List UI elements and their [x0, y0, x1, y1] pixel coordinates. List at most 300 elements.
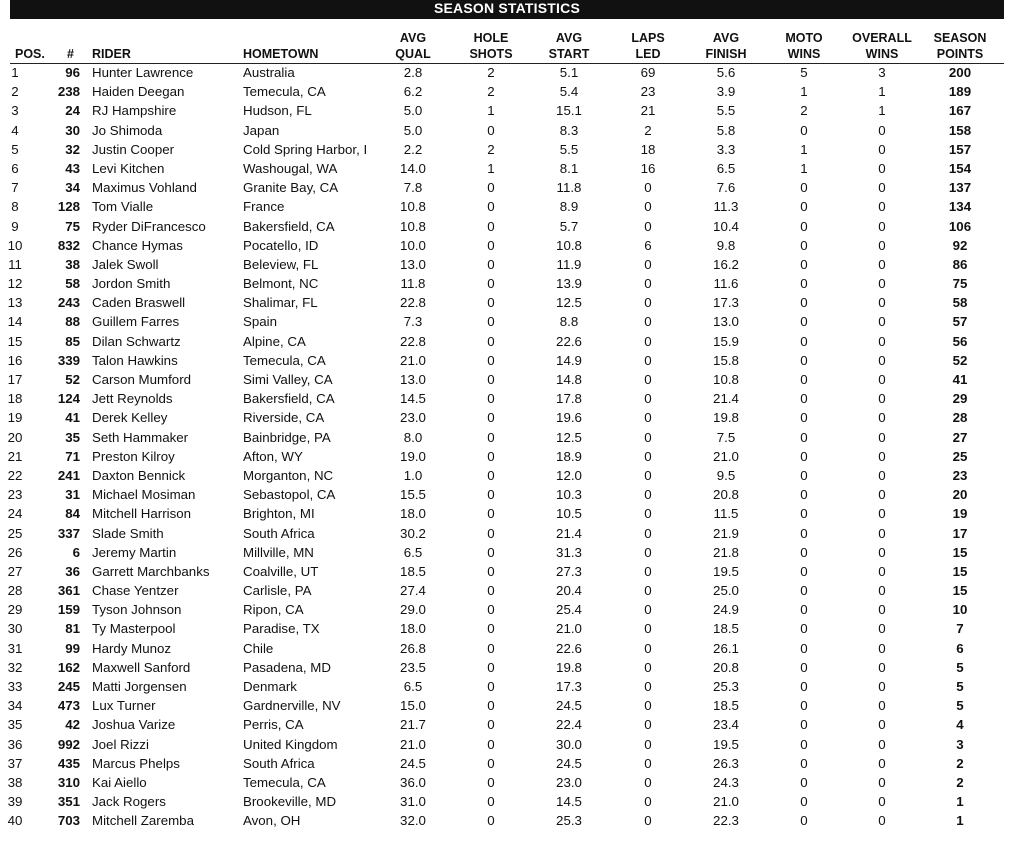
cell-number: 245 [57, 679, 80, 694]
cell-hometown: Gardnerville, NV [243, 698, 341, 714]
header-moto-wins: MOTO WINS [785, 31, 823, 61]
cell-avg-start: 25.4 [556, 602, 582, 618]
cell-rider: Garrett Marchbanks [92, 563, 210, 579]
cell-avg-finish: 7.6 [716, 180, 736, 196]
cell-laps-led: 2 [644, 122, 652, 138]
cell-rider: Derek Kelley [92, 410, 168, 426]
cell-avg-qual: 8.0 [403, 429, 423, 445]
header-avg-qual: AVG QUAL [395, 31, 431, 61]
cell-avg-finish: 18.5 [713, 698, 739, 714]
cell-hole-shots: 0 [487, 429, 495, 445]
cell-number: 337 [57, 525, 80, 541]
cell-avg-start: 30.0 [556, 736, 582, 752]
cell-rider: Justin Cooper [92, 141, 175, 157]
cell-laps-led: 0 [644, 295, 652, 311]
cell-number: 71 [65, 448, 80, 464]
cell-avg-start: 24.5 [556, 698, 582, 714]
cell-pos: 20 [7, 429, 23, 445]
cell-rider: Carson Mumford [92, 372, 192, 387]
cell-laps-led: 0 [644, 429, 652, 445]
cell-pos: 40 [7, 813, 23, 829]
cell-overall-wins: 0 [878, 429, 886, 445]
cell-avg-qual: 6.2 [403, 84, 423, 100]
cell-hole-shots: 0 [487, 218, 495, 234]
cell-season-points: 137 [948, 180, 972, 196]
cell-laps-led: 23 [640, 84, 656, 100]
cell-pos: 10 [7, 237, 23, 253]
cell-moto-wins: 0 [800, 640, 808, 656]
cell-avg-start: 22.4 [556, 717, 582, 733]
cell-avg-start: 14.8 [556, 372, 582, 387]
cell-season-points: 25 [952, 448, 968, 464]
cell-season-points: 6 [956, 640, 964, 656]
cell-number: 473 [57, 698, 80, 714]
table-row [0, 600, 1024, 619]
cell-avg-start: 12.5 [556, 429, 582, 445]
cell-hometown: Temecula, CA [243, 84, 326, 100]
cell-pos: 19 [7, 410, 23, 426]
cell-avg-finish: 21.4 [713, 391, 739, 407]
cell-avg-qual: 10.8 [400, 199, 426, 215]
table-row [0, 696, 1024, 715]
cell-avg-finish: 21.9 [713, 525, 739, 541]
cell-avg-finish: 3.3 [716, 141, 736, 157]
cell-avg-qual: 6.5 [403, 679, 423, 694]
table-row [0, 312, 1024, 331]
cell-moto-wins: 0 [800, 372, 808, 387]
cell-laps-led: 0 [644, 774, 652, 790]
cell-avg-start: 13.9 [556, 276, 582, 292]
cell-rider: Levi Kitchen [92, 160, 165, 176]
cell-rider: Michael Mosiman [92, 487, 196, 503]
cell-hometown: Hudson, FL [243, 103, 312, 119]
table-row [0, 121, 1024, 140]
cell-avg-finish: 10.4 [713, 218, 739, 234]
cell-season-points: 106 [948, 218, 972, 234]
cell-hometown: Ripon, CA [243, 602, 304, 618]
table-row [0, 197, 1024, 216]
cell-rider: Mitchell Zaremba [92, 813, 194, 829]
cell-avg-start: 14.5 [556, 794, 582, 810]
cell-rider: Chance Hymas [92, 237, 183, 253]
cell-overall-wins: 0 [878, 295, 886, 311]
cell-number: 43 [65, 160, 80, 176]
cell-avg-start: 11.9 [556, 256, 582, 272]
cell-hometown: Cold Spring Harbor, I [243, 141, 368, 157]
cell-laps-led: 0 [644, 583, 652, 599]
cell-number: 96 [65, 65, 80, 80]
cell-pos: 13 [7, 295, 23, 311]
cell-moto-wins: 0 [800, 717, 808, 733]
cell-pos: 28 [7, 583, 23, 599]
cell-avg-start: 22.6 [556, 333, 582, 349]
table-row [0, 274, 1024, 293]
cell-avg-qual: 6.5 [403, 544, 423, 560]
cell-laps-led: 0 [644, 525, 652, 541]
cell-avg-qual: 10.8 [400, 218, 426, 234]
cell-moto-wins: 0 [800, 333, 808, 349]
cell-moto-wins: 2 [800, 103, 808, 119]
cell-avg-finish: 19.8 [713, 410, 739, 426]
cell-rider: Ty Masterpool [92, 621, 176, 637]
cell-hometown: Brookeville, MD [243, 794, 337, 810]
cell-avg-qual: 18.5 [400, 563, 426, 579]
cell-hole-shots: 1 [487, 103, 495, 119]
table-row [0, 293, 1024, 312]
cell-hometown: United Kingdom [243, 736, 338, 752]
table-row [0, 773, 1024, 792]
cell-number: 88 [65, 314, 80, 330]
cell-hometown: Temecula, CA [243, 352, 326, 368]
cell-season-points: 20 [952, 487, 968, 503]
cell-season-points: 167 [948, 103, 972, 119]
cell-moto-wins: 0 [800, 755, 808, 771]
cell-number: 32 [65, 141, 80, 157]
table-row [0, 639, 1024, 658]
cell-moto-wins: 0 [800, 314, 808, 330]
cell-hole-shots: 0 [487, 544, 495, 560]
cell-laps-led: 0 [644, 467, 652, 483]
table-row [0, 428, 1024, 447]
header-laps-led: LAPS LED [631, 31, 665, 61]
cell-rider: Caden Braswell [92, 295, 186, 311]
cell-pos: 25 [7, 525, 23, 541]
cell-avg-qual: 31.0 [400, 794, 426, 810]
cell-hometown: Sebastopol, CA [243, 487, 336, 503]
cell-season-points: 86 [952, 256, 968, 272]
cell-avg-start: 24.5 [556, 755, 582, 771]
cell-number: 124 [57, 391, 80, 407]
cell-number: 238 [57, 84, 80, 100]
cell-overall-wins: 0 [878, 276, 886, 292]
cell-avg-finish: 21.0 [713, 794, 739, 810]
table-row [0, 735, 1024, 754]
cell-avg-qual: 13.0 [400, 256, 426, 272]
cell-avg-qual: 30.2 [400, 525, 426, 541]
cell-pos: 35 [7, 717, 23, 733]
cell-rider: Dilan Schwartz [92, 333, 181, 349]
cell-laps-led: 0 [644, 679, 652, 694]
table-row [0, 332, 1024, 351]
cell-pos: 23 [7, 487, 23, 503]
cell-season-points: 58 [952, 295, 968, 311]
cell-hometown: Australia [243, 65, 295, 80]
cell-overall-wins: 0 [878, 640, 886, 656]
cell-avg-finish: 19.5 [713, 736, 739, 752]
cell-rider: Jo Shimoda [92, 122, 163, 138]
cell-avg-start: 14.9 [556, 352, 582, 368]
cell-moto-wins: 0 [800, 563, 808, 579]
table-row [0, 351, 1024, 370]
cell-season-points: 7 [956, 621, 964, 637]
cell-avg-qual: 5.0 [403, 122, 423, 138]
cell-avg-start: 21.0 [556, 621, 582, 637]
cell-hometown: Coalville, UT [243, 563, 319, 579]
cell-avg-start: 31.3 [556, 544, 582, 560]
cell-season-points: 27 [952, 429, 968, 445]
cell-overall-wins: 0 [878, 774, 886, 790]
cell-overall-wins: 0 [878, 122, 886, 138]
cell-rider: Jordon Smith [92, 276, 171, 292]
cell-rider: Jeremy Martin [92, 544, 177, 560]
cell-pos: 26 [7, 544, 23, 560]
cell-overall-wins: 0 [878, 659, 886, 675]
table-row [0, 619, 1024, 638]
cell-hole-shots: 0 [487, 794, 495, 810]
cell-moto-wins: 0 [800, 429, 808, 445]
cell-moto-wins: 0 [800, 352, 808, 368]
cell-number: 162 [57, 659, 80, 675]
cell-moto-wins: 0 [800, 256, 808, 272]
cell-laps-led: 0 [644, 736, 652, 752]
cell-pos: 2 [11, 84, 19, 100]
cell-season-points: 19 [952, 506, 968, 522]
cell-hole-shots: 0 [487, 774, 495, 790]
cell-season-points: 1 [956, 794, 964, 810]
cell-moto-wins: 0 [800, 276, 808, 292]
cell-rider: Marcus Phelps [92, 755, 180, 771]
cell-hole-shots: 0 [487, 736, 495, 752]
cell-avg-finish: 9.8 [716, 237, 736, 253]
cell-avg-finish: 25.3 [713, 679, 739, 694]
cell-avg-qual: 29.0 [400, 602, 426, 618]
cell-hometown: Carlisle, PA [243, 583, 312, 599]
cell-moto-wins: 0 [800, 218, 808, 234]
cell-overall-wins: 0 [878, 698, 886, 714]
cell-season-points: 15 [952, 544, 968, 560]
cell-pos: 18 [7, 391, 23, 407]
cell-overall-wins: 0 [878, 583, 886, 599]
cell-laps-led: 0 [644, 794, 652, 810]
cell-number: 34 [65, 180, 80, 196]
cell-avg-qual: 22.8 [400, 295, 426, 311]
cell-laps-led: 0 [644, 276, 652, 292]
cell-overall-wins: 0 [878, 352, 886, 368]
cell-avg-finish: 24.9 [713, 602, 739, 618]
cell-pos: 9 [11, 218, 19, 234]
cell-avg-finish: 10.8 [713, 372, 739, 387]
cell-avg-finish: 25.0 [713, 583, 739, 599]
header-avg-finish: AVG FINISH [705, 31, 747, 61]
cell-avg-qual: 15.5 [400, 487, 426, 503]
cell-hometown: Granite Bay, CA [243, 180, 339, 196]
cell-number: 58 [65, 276, 80, 292]
cell-hole-shots: 1 [487, 160, 495, 176]
cell-hometown: Pasadena, MD [243, 659, 331, 675]
cell-hometown: Riverside, CA [243, 410, 325, 426]
cell-avg-start: 12.0 [556, 467, 582, 483]
cell-hole-shots: 0 [487, 621, 495, 637]
cell-number: 35 [65, 429, 80, 445]
cell-hometown: Brighton, MI [243, 506, 315, 522]
cell-laps-led: 6 [644, 237, 652, 253]
cell-rider: Tyson Johnson [92, 602, 182, 618]
cell-avg-finish: 11.6 [713, 276, 739, 292]
cell-pos: 11 [8, 256, 22, 272]
cell-overall-wins: 0 [878, 237, 886, 253]
table-row [0, 255, 1024, 274]
cell-avg-qual: 5.0 [403, 103, 423, 119]
cell-avg-start: 8.3 [559, 122, 579, 138]
cell-overall-wins: 0 [878, 487, 886, 503]
cell-rider: Jett Reynolds [92, 391, 173, 407]
cell-avg-qual: 7.3 [403, 314, 423, 330]
cell-hometown: Beleview, FL [243, 256, 319, 272]
cell-pos: 1 [11, 65, 19, 80]
cell-laps-led: 0 [644, 372, 652, 387]
cell-pos: 31 [7, 640, 23, 656]
cell-overall-wins: 0 [878, 717, 886, 733]
cell-hole-shots: 0 [487, 467, 495, 483]
cell-avg-qual: 23.5 [400, 659, 426, 675]
cell-rider: Jalek Swoll [92, 256, 159, 272]
cell-pos: 27 [7, 563, 23, 579]
cell-laps-led: 0 [644, 487, 652, 503]
cell-hole-shots: 2 [487, 84, 495, 100]
header-avg-start: AVG START [548, 31, 590, 61]
cell-laps-led: 0 [644, 218, 652, 234]
cell-avg-start: 17.3 [556, 679, 582, 694]
cell-hole-shots: 0 [487, 755, 495, 771]
cell-season-points: 52 [952, 352, 968, 368]
cell-hometown: Bainbridge, PA [243, 429, 331, 445]
cell-avg-qual: 21.0 [400, 736, 426, 752]
cell-avg-qual: 11.8 [400, 276, 426, 292]
cell-hometown: Alpine, CA [243, 333, 306, 349]
cell-season-points: 15 [952, 563, 968, 579]
cell-season-points: 157 [948, 141, 972, 157]
cell-hole-shots: 0 [487, 391, 495, 407]
cell-avg-qual: 18.0 [400, 506, 426, 522]
cell-avg-finish: 19.5 [713, 563, 739, 579]
cell-hometown: Simi Valley, CA [243, 372, 333, 387]
cell-number: 24 [65, 103, 80, 119]
cell-avg-start: 22.6 [556, 640, 582, 656]
cell-rider: Haiden Deegan [92, 84, 185, 100]
cell-avg-finish: 15.9 [713, 333, 739, 349]
cell-laps-led: 18 [640, 141, 656, 157]
table-row [0, 677, 1024, 696]
cell-avg-start: 10.8 [556, 237, 582, 253]
cell-number: 81 [65, 621, 80, 637]
cell-pos: 5 [11, 141, 19, 157]
cell-hole-shots: 0 [487, 659, 495, 675]
cell-rider: Maximus Vohland [92, 180, 197, 196]
cell-hole-shots: 0 [487, 122, 495, 138]
cell-rider: Tom Vialle [92, 199, 154, 215]
cell-avg-start: 5.1 [559, 65, 579, 80]
cell-number: 241 [57, 467, 80, 483]
cell-season-points: 5 [956, 679, 964, 694]
cell-hole-shots: 0 [487, 813, 495, 829]
cell-avg-qual: 32.0 [400, 813, 426, 829]
cell-hole-shots: 0 [487, 640, 495, 656]
cell-avg-start: 18.9 [556, 448, 582, 464]
cell-moto-wins: 0 [800, 448, 808, 464]
cell-season-points: 2 [956, 774, 964, 790]
cell-avg-start: 8.9 [559, 199, 579, 215]
cell-avg-start: 23.0 [556, 774, 582, 790]
cell-moto-wins: 0 [800, 122, 808, 138]
cell-laps-led: 0 [644, 640, 652, 656]
cell-number: 351 [57, 794, 80, 810]
table-row [0, 792, 1024, 811]
table-row [0, 447, 1024, 466]
cell-moto-wins: 0 [800, 506, 808, 522]
cell-season-points: 75 [952, 276, 968, 292]
cell-moto-wins: 0 [800, 698, 808, 714]
cell-season-points: 1 [956, 813, 964, 829]
cell-overall-wins: 0 [878, 314, 886, 330]
cell-pos: 17 [7, 372, 23, 387]
table-row [0, 236, 1024, 255]
cell-laps-led: 69 [640, 65, 656, 80]
table-row [0, 178, 1024, 197]
cell-rider: Jack Rogers [92, 794, 166, 810]
cell-avg-qual: 19.0 [400, 448, 426, 464]
cell-avg-finish: 15.8 [713, 352, 739, 368]
cell-laps-led: 0 [644, 180, 652, 196]
cell-hometown: Spain [243, 314, 278, 330]
cell-hole-shots: 0 [487, 487, 495, 503]
cell-avg-finish: 23.4 [713, 717, 739, 733]
cell-pos: 16 [7, 352, 23, 368]
cell-number: 128 [57, 199, 80, 215]
cell-season-points: 5 [956, 698, 964, 714]
table-row [0, 408, 1024, 427]
cell-avg-finish: 7.5 [716, 429, 736, 445]
cell-season-points: 29 [952, 391, 968, 407]
cell-avg-finish: 21.0 [713, 448, 739, 464]
cell-overall-wins: 0 [878, 180, 886, 196]
cell-pos: 12 [7, 276, 23, 292]
cell-moto-wins: 0 [800, 813, 808, 829]
cell-moto-wins: 1 [800, 141, 808, 157]
cell-season-points: 2 [956, 755, 964, 771]
cell-hometown: Bakersfield, CA [243, 391, 335, 407]
cell-season-points: 15 [952, 583, 968, 599]
cell-overall-wins: 0 [878, 333, 886, 349]
cell-season-points: 28 [952, 410, 968, 426]
cell-rider: Joshua Varize [92, 717, 176, 733]
cell-avg-qual: 24.5 [400, 755, 426, 771]
cell-rider: Talon Hawkins [92, 352, 178, 368]
cell-laps-led: 0 [644, 698, 652, 714]
cell-number: 84 [65, 506, 80, 522]
cell-avg-finish: 20.8 [713, 487, 739, 503]
cell-rider: Kai Aiello [92, 774, 147, 790]
cell-avg-qual: 10.0 [400, 237, 426, 253]
cell-hometown: Chile [243, 640, 274, 656]
cell-avg-start: 5.4 [559, 84, 579, 100]
table-row [0, 504, 1024, 523]
cell-rider: Lux Turner [92, 698, 156, 714]
cell-hole-shots: 0 [487, 525, 495, 541]
cell-avg-qual: 14.0 [400, 160, 426, 176]
cell-rider: Seth Hammaker [92, 429, 189, 445]
cell-avg-finish: 5.6 [716, 65, 736, 80]
table-row [0, 82, 1024, 101]
cell-pos: 7 [11, 180, 19, 196]
table-row [0, 389, 1024, 408]
cell-rider: Daxton Bennick [92, 467, 186, 483]
cell-moto-wins: 0 [800, 199, 808, 215]
table-row [0, 101, 1024, 120]
cell-pos: 22 [7, 467, 23, 483]
cell-overall-wins: 1 [878, 84, 886, 100]
cell-avg-qual: 13.0 [400, 372, 426, 387]
cell-avg-start: 17.8 [556, 391, 582, 407]
